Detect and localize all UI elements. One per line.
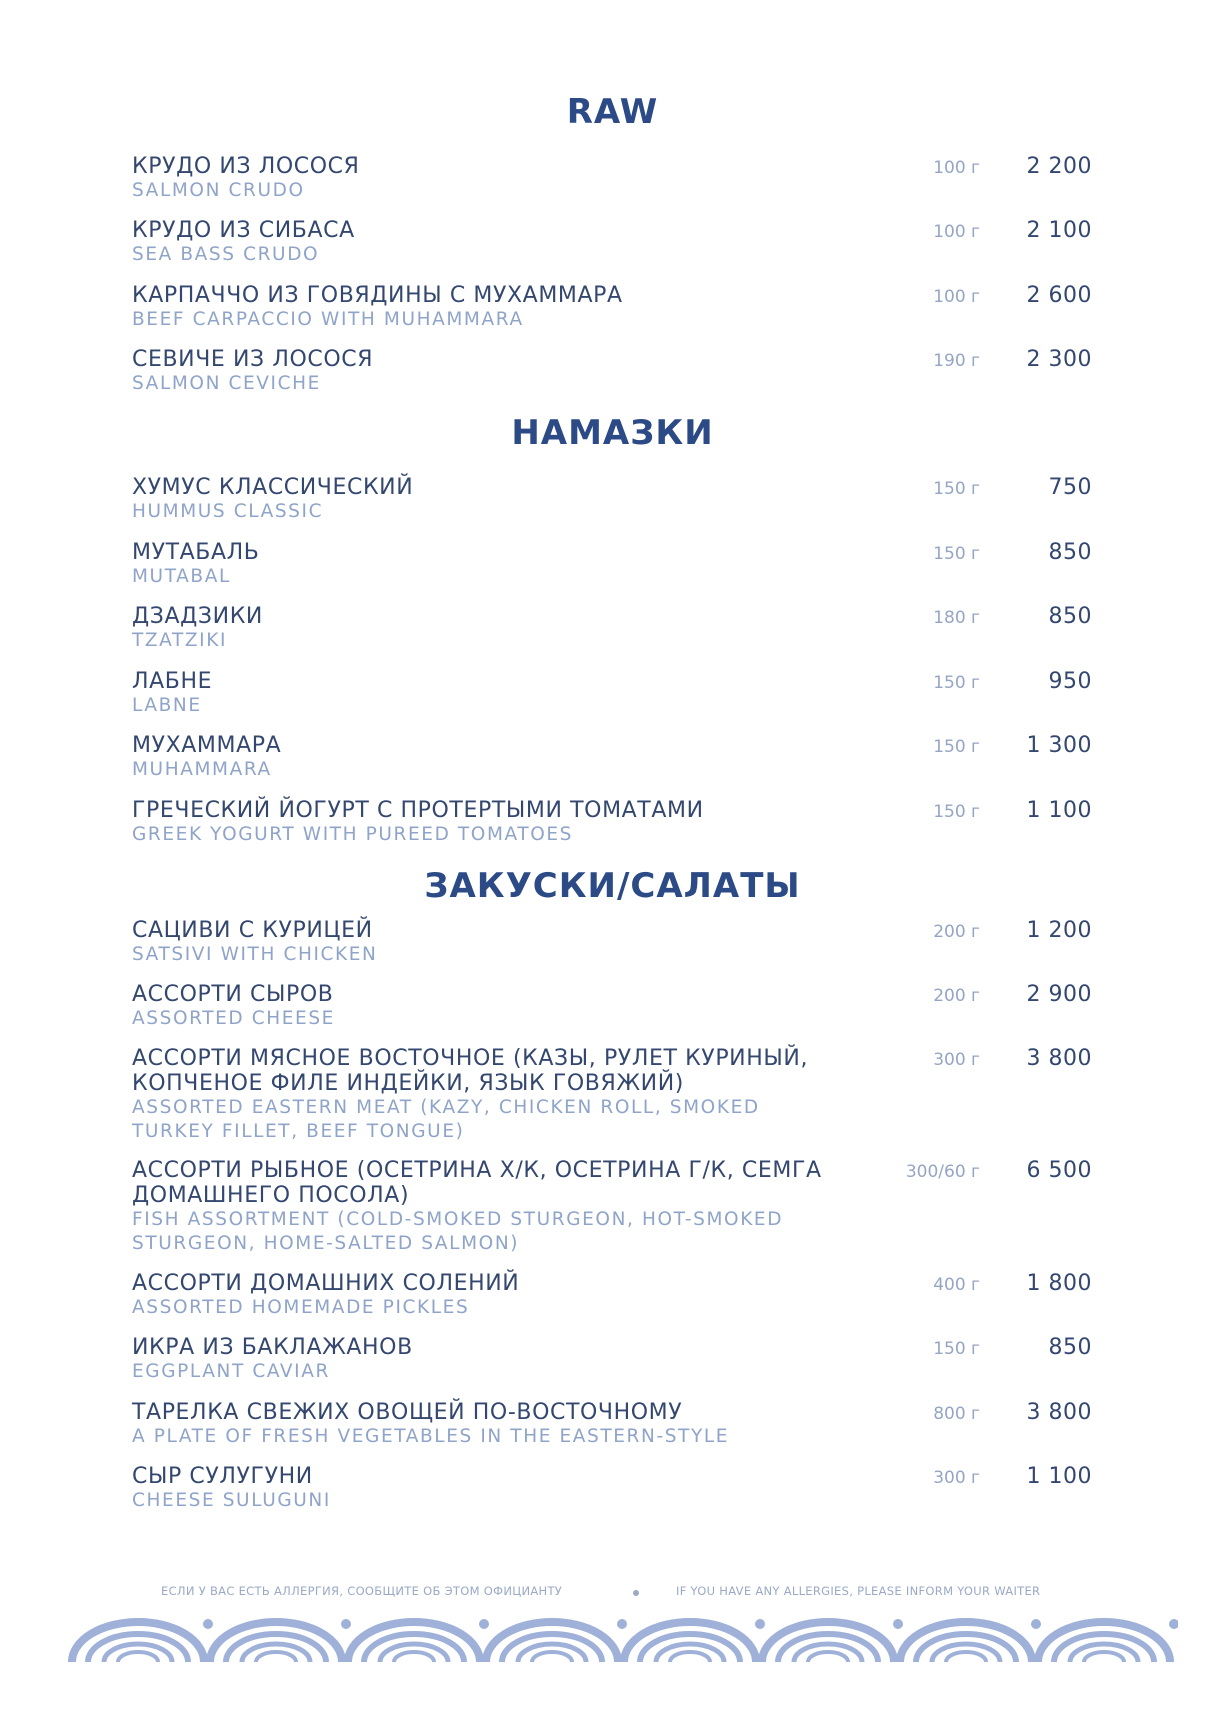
item-price: 2 300	[1026, 347, 1092, 372]
menu-item	[132, 1046, 1092, 1144]
menu-item	[132, 918, 1092, 967]
item-price: 1 300	[1026, 733, 1092, 758]
item-name-ru: КРУДО ИЗ СИБАСА	[132, 218, 355, 243]
item-name-ru: СЕВИЧЕ ИЗ ЛОСОСЯ	[132, 347, 374, 372]
item-price: 1 100	[1026, 1464, 1092, 1489]
item-name-en: HUMMUS CLASSIC	[132, 501, 324, 522]
item-weight: 150 г	[933, 673, 980, 693]
item-name-en: ASSORTED CHEESE	[132, 1008, 335, 1029]
item-weight: 300 г	[933, 1050, 980, 1070]
item-name-en: SALMON CRUDO	[132, 180, 305, 201]
item-name-ru: ТАРЕЛКА СВЕЖИХ ОВОЩЕЙ ПО-ВОСТОЧНОМУ	[132, 1400, 683, 1425]
item-name-en: LABNE	[132, 695, 202, 716]
item-weight: 100 г	[933, 287, 980, 307]
item-name-en: SATSIVI WITH CHICKEN	[132, 944, 378, 965]
item-price: 950	[1048, 669, 1092, 694]
item-weight: 150 г	[933, 1339, 980, 1359]
item-price: 850	[1048, 604, 1092, 629]
item-price: 1 100	[1026, 798, 1092, 823]
item-price: 2 900	[1026, 982, 1092, 1007]
item-weight: 400 г	[933, 1275, 980, 1295]
menu-item	[132, 1335, 1092, 1384]
menu-item	[132, 1271, 1092, 1320]
item-weight: 300/60 г	[905, 1162, 980, 1182]
item-name-ru: ДЗАДЗИКИ	[132, 604, 263, 629]
item-weight: 100 г	[933, 222, 980, 242]
allergy-note-en: IF YOU HAVE ANY ALLERGIES, PLEASE INFORM YOUR WAITER	[676, 1584, 1041, 1598]
item-price: 2 600	[1026, 283, 1092, 308]
decorative-arch-ornament	[68, 1606, 1178, 1666]
menu-item	[132, 475, 1092, 524]
item-name-ru: САЦИВИ С КУРИЦЕЙ	[132, 918, 373, 943]
item-name-en: ASSORTED EASTERN MEAT (KAZY, CHICKEN ROLL, SMOKED	[132, 1097, 760, 1118]
item-name-en: MUHAMMARA	[132, 759, 272, 780]
item-name-en-line2: TURKEY FILLET, BEEF TONGUE)	[132, 1121, 465, 1142]
menu-item	[132, 540, 1092, 589]
section-title-starters-salads: ЗАКУСКИ/САЛАТЫ	[424, 866, 801, 906]
item-price: 6 500	[1026, 1158, 1092, 1183]
menu-item	[132, 1158, 1092, 1256]
menu-item	[132, 669, 1092, 718]
item-name-ru: СЫР СУЛУГУНИ	[132, 1464, 313, 1489]
menu-item	[132, 733, 1092, 782]
menu-item	[132, 798, 1092, 847]
item-name-ru: АССОРТИ СЫРОВ	[132, 982, 334, 1007]
item-name-en: TZATZIKI	[132, 630, 228, 651]
item-name-en: MUTABAL	[132, 566, 231, 587]
item-price: 1 200	[1026, 918, 1092, 943]
item-name-en-line2: STURGEON, HOME-SALTED SALMON)	[132, 1233, 520, 1254]
item-price: 850	[1048, 1335, 1092, 1360]
menu-item	[132, 154, 1092, 203]
item-name-ru: АССОРТИ РЫБНОЕ (ОСЕТРИНА Х/К, ОСЕТРИНА Г/К, СЕМГА	[132, 1158, 822, 1183]
item-name-ru: ЛАБНЕ	[132, 669, 213, 694]
menu-item	[132, 604, 1092, 653]
item-weight: 150 г	[933, 737, 980, 757]
item-weight: 150 г	[933, 544, 980, 564]
item-name-en: FISH ASSORTMENT (COLD-SMOKED STURGEON, HOT-SMOKED	[132, 1209, 784, 1230]
item-weight: 150 г	[933, 802, 980, 822]
item-name-ru: ИКРА ИЗ БАКЛАЖАНОВ	[132, 1335, 413, 1360]
item-weight: 190 г	[933, 351, 980, 371]
item-price: 2 100	[1026, 218, 1092, 243]
item-weight: 180 г	[933, 608, 980, 628]
item-name-en: ASSORTED HOMEMADE PICKLES	[132, 1297, 470, 1318]
section-title-spreads: НАМАЗКИ	[511, 413, 714, 453]
item-price: 750	[1048, 475, 1092, 500]
menu-item	[132, 1400, 1092, 1449]
item-name-ru-line2: ДОМАШНЕГО ПОСОЛА)	[132, 1183, 410, 1208]
item-name-en: SALMON CEVICHE	[132, 373, 321, 394]
menu-item	[132, 1464, 1092, 1513]
item-weight: 100 г	[933, 158, 980, 178]
allergy-note-ru: ЕСЛИ У ВАС ЕСТЬ АЛЛЕРГИЯ, СООБЩИТЕ ОБ ЭТОМ ОФИЦИАНТУ	[161, 1584, 563, 1598]
item-price: 2 200	[1026, 154, 1092, 179]
item-name-ru: АССОРТИ ДОМАШНИХ СОЛЕНИЙ	[132, 1271, 520, 1296]
item-name-en: SEA BASS CRUDO	[132, 244, 320, 265]
section-title-raw: RAW	[566, 92, 659, 132]
item-name-ru: ХУМУС КЛАССИЧЕСКИЙ	[132, 475, 414, 500]
item-price: 3 800	[1026, 1400, 1092, 1425]
item-price: 850	[1048, 540, 1092, 565]
menu-item	[132, 218, 1092, 267]
item-name-en: GREEK YOGURT WITH PUREED TOMATOES	[132, 824, 574, 845]
item-name-ru-line2: КОПЧЕНОЕ ФИЛЕ ИНДЕЙКИ, ЯЗЫК ГОВЯЖИЙ)	[132, 1071, 684, 1096]
item-name-ru: АССОРТИ МЯСНОЕ ВОСТОЧНОЕ (КАЗЫ, РУЛЕТ КУРИНЫЙ,	[132, 1046, 809, 1071]
item-name-en: BEEF CARPACCIO WITH MUHAMMARA	[132, 309, 524, 330]
menu-item	[132, 347, 1092, 396]
item-weight: 300 г	[933, 1468, 980, 1488]
item-name-en: EGGPLANT CAVIAR	[132, 1361, 330, 1382]
item-weight: 200 г	[933, 922, 980, 942]
item-name-ru: КАРПАЧЧО ИЗ ГОВЯДИНЫ С МУХАММАРА	[132, 283, 623, 308]
item-weight: 150 г	[933, 479, 980, 499]
menu-item	[132, 982, 1092, 1031]
item-name-en: CHEESE SULUGUNI	[132, 1490, 331, 1511]
item-weight: 800 г	[933, 1404, 980, 1424]
separator-dot	[633, 1590, 639, 1596]
item-name-ru: ГРЕЧЕСКИЙ ЙОГУРТ С ПРОТЕРТЫМИ ТОМАТАМИ	[132, 798, 704, 823]
item-weight: 200 г	[933, 986, 980, 1006]
item-price: 1 800	[1026, 1271, 1092, 1296]
item-name-ru: КРУДО ИЗ ЛОСОСЯ	[132, 154, 360, 179]
item-price: 3 800	[1026, 1046, 1092, 1071]
menu-item	[132, 283, 1092, 332]
item-name-en: A PLATE OF FRESH VEGETABLES IN THE EASTERN-STYLE	[132, 1426, 730, 1447]
item-name-ru: МУТАБАЛЬ	[132, 540, 260, 565]
item-name-ru: МУХАММАРА	[132, 733, 282, 758]
